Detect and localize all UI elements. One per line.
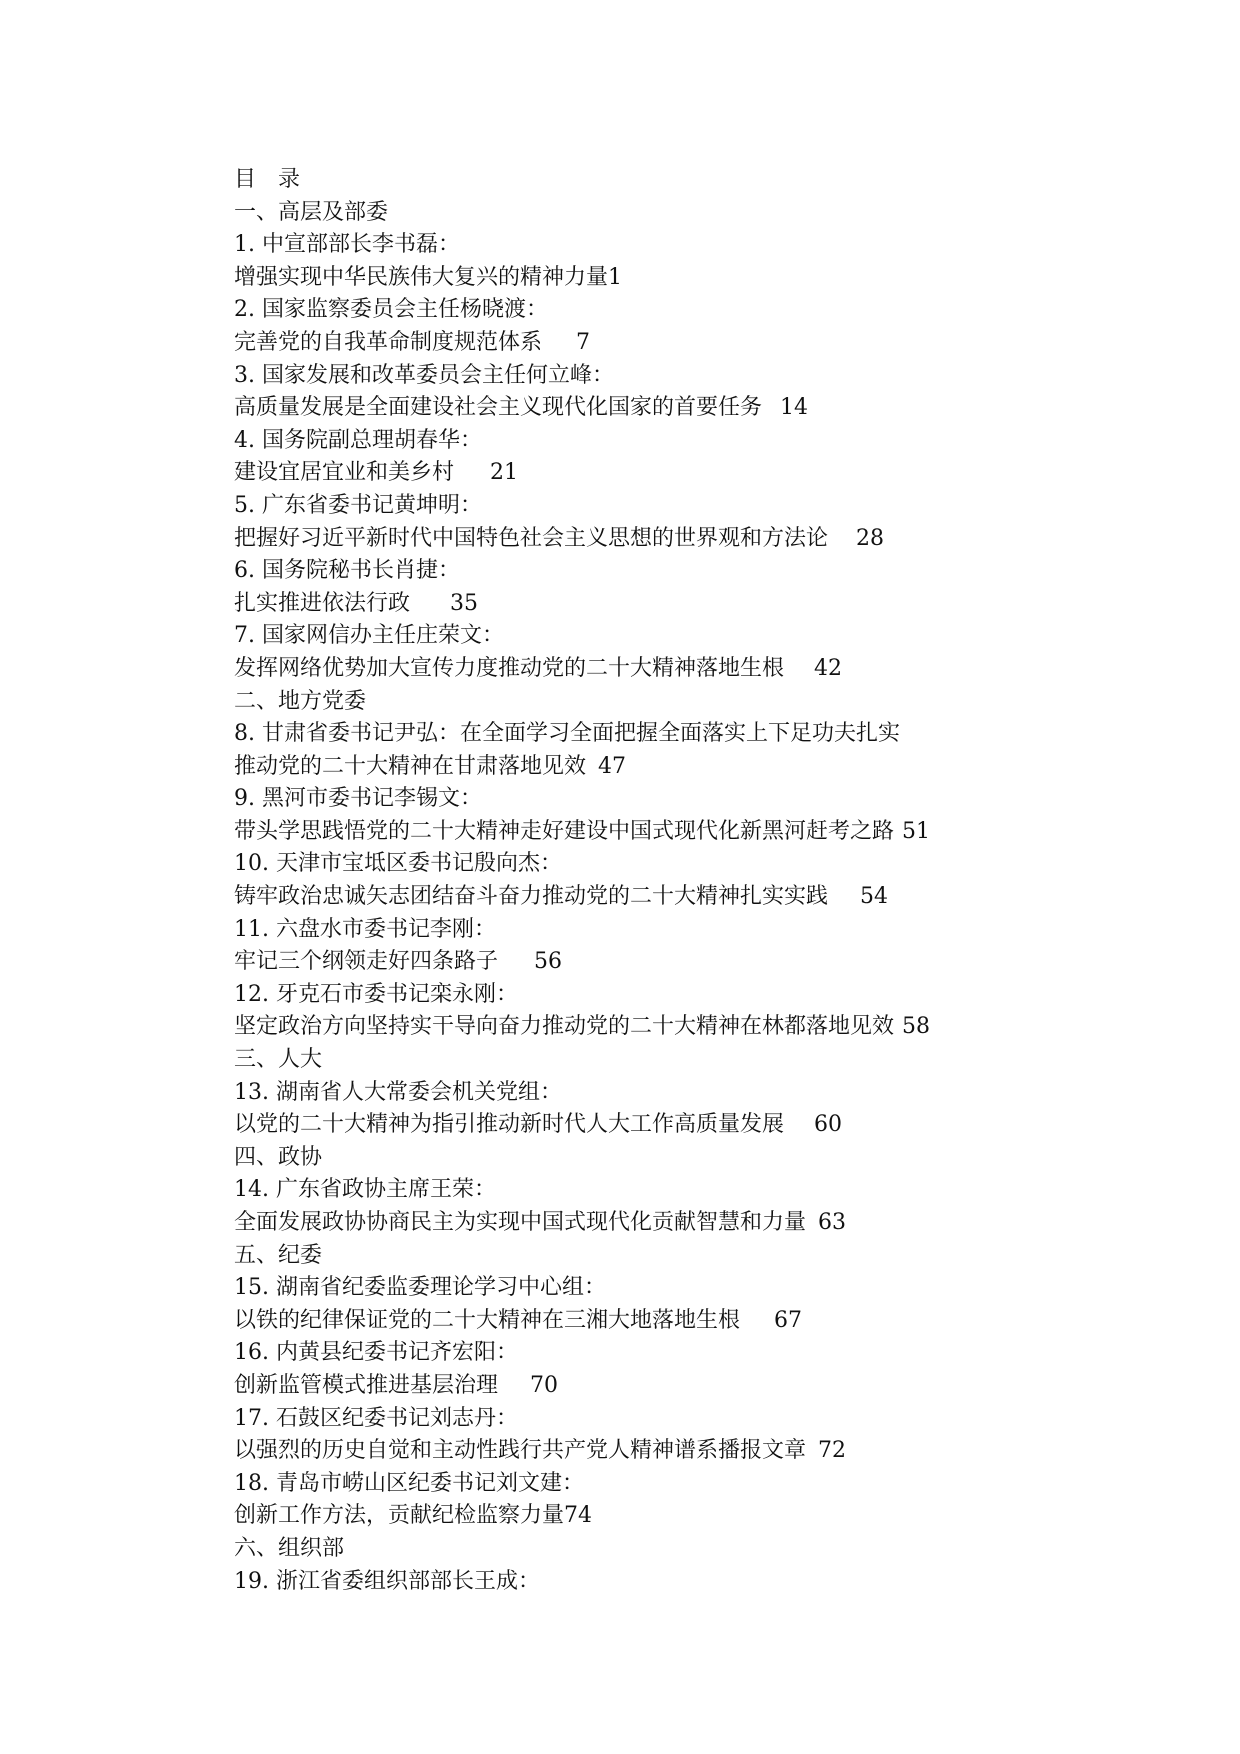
entry-heading: 14. 广东省政协主席王荣：: [234, 1177, 496, 1203]
page-number: 35: [450, 590, 479, 616]
entry-title-line: [234, 1109, 1134, 1142]
section-heading: 三、人大: [234, 1047, 323, 1073]
entry-title: 发挥网络优势加大宣传力度推动党的二十大精神落地生根: [234, 655, 785, 681]
entry-heading: 17. 石鼓区纪委书记刘志丹：: [234, 1405, 518, 1431]
entry-heading: 7. 国家网信办主任庄荣文：: [234, 623, 504, 649]
entry-title: 以党的二十大精神为指引推动新时代人大工作高质量发展: [234, 1112, 785, 1138]
entry-title-line: [234, 392, 1134, 425]
entry-heading: 12. 牙克石市委书记栾永刚：: [234, 981, 518, 1007]
page-number: 21: [490, 460, 519, 486]
page-number: 47: [598, 753, 627, 779]
page-number: 7: [576, 329, 591, 355]
entry-heading: 8. 甘肃省委书记尹弘：在全面学习全面把握全面落实上下足功夫扎实: [234, 721, 900, 747]
section-heading: 二、地方党委: [234, 688, 367, 714]
entry-title-line: [234, 1435, 1134, 1468]
table-of-contents: [234, 164, 1134, 1598]
entry-heading: 16. 内黄县纪委书记齐宏阳：: [234, 1340, 518, 1366]
entry-title-line: [234, 1011, 1134, 1044]
entry-title-line: [234, 457, 1134, 490]
section-heading: 五、纪委: [234, 1242, 323, 1268]
entry-title: 建设宜居宜业和美乡村: [234, 460, 455, 486]
entry-title-line: [234, 1305, 1134, 1338]
page-number: 72: [818, 1438, 847, 1464]
entry-title: 全面发展政协协商民主为实现中国式现代化贡献智慧和力量: [234, 1210, 807, 1235]
entry-heading: 10. 天津市宝坻区委书记殷向杰：: [234, 851, 562, 877]
entry-title: 高质量发展是全面建设社会主义现代化国家的首要任务: [234, 395, 763, 421]
entry-heading: 3. 国家发展和改革委员会主任何立峰：: [234, 362, 614, 388]
entry-title: 把握好习近平新时代中国特色社会主义思想的世界观和方法论: [234, 525, 829, 551]
entry-heading: 19. 浙江省委组织部部长王成：: [234, 1568, 540, 1594]
entry-heading: 11. 六盘水市委书记李刚：: [234, 916, 496, 942]
entry-title-line: [234, 1370, 1134, 1403]
entry-title: 增强实现中华民族伟大复兴的精神力量1: [234, 264, 622, 290]
page-number: 58: [902, 1014, 931, 1040]
entry-title-line: [234, 751, 1134, 784]
entry-title: 铸牢政治忠诚矢志团结奋斗奋力推动党的二十大精神扎实实践: [234, 884, 829, 910]
entry-title-line: [234, 327, 1134, 360]
entry-title: 创新工作方法，贡献纪检监察力量74: [234, 1503, 592, 1529]
entry-title: 以铁的纪律保证党的二十大精神在三湘大地落地生根: [234, 1307, 741, 1333]
entry-heading: 6. 国务院秘书长肖捷：: [234, 558, 460, 584]
page-number: 14: [780, 395, 809, 421]
entry-title-line: [234, 946, 1134, 979]
entry-title-line: [234, 1207, 1134, 1240]
page-number: 70: [530, 1372, 559, 1398]
entry-title-line: [234, 588, 1134, 621]
entry-title-line: [234, 653, 1134, 686]
toc-title: 目 录: [234, 167, 301, 192]
page-number: 60: [814, 1112, 843, 1138]
entry-heading: 13. 湖南省人大常委会机关党组：: [234, 1079, 562, 1105]
page-number: 51: [902, 818, 931, 844]
entry-title: 带头学思践悟党的二十大精神走好建设中国式现代化新黑河赶考之路: [234, 818, 895, 844]
section-heading: 四、政协: [234, 1144, 323, 1170]
entry-heading: 15. 湖南省纪委监委理论学习中心组：: [234, 1275, 606, 1301]
page-number: 28: [856, 525, 885, 551]
entry-title: 扎实推进依法行政: [234, 590, 411, 616]
page-number: 54: [860, 884, 889, 910]
entry-title: 牢记三个纲领走好四条路子: [234, 949, 499, 975]
entry-heading: 5. 广东省委书记黄坤明：: [234, 492, 482, 518]
section-heading: 六、组织部: [234, 1535, 345, 1561]
page-number: 42: [814, 655, 843, 681]
entry-title: 推动党的二十大精神在甘肃落地见效: [234, 753, 587, 779]
entry-heading: 18. 青岛市崂山区纪委书记刘文建：: [234, 1470, 584, 1496]
entry-heading: 2. 国家监察委员会主任杨晓渡：: [234, 297, 548, 323]
section-heading: 一、高层及部委: [234, 199, 389, 225]
entry-heading: 9. 黑河市委书记李锡文：: [234, 786, 482, 812]
entry-title-line: [234, 881, 1134, 914]
entry-heading: 4. 国务院副总理胡春华：: [234, 427, 482, 453]
entry-title: 创新监管模式推进基层治理: [234, 1372, 499, 1398]
entry-title: 完善党的自我革命制度规范体系: [234, 329, 543, 355]
entry-title: 坚定政治方向坚持实干导向奋力推动党的二十大精神在林都落地见效: [234, 1014, 895, 1040]
entry-title: 以强烈的历史自觉和主动性践行共产党人精神谱系播报文章: [234, 1438, 807, 1464]
page-number: 67: [774, 1307, 803, 1333]
entry-title-line: [234, 523, 1134, 556]
entry-heading: 1. 中宣部部长李书磊：: [234, 232, 460, 258]
entry-title-line: [234, 816, 1134, 849]
page-number: 56: [534, 949, 563, 975]
page-number: 63: [818, 1210, 847, 1235]
